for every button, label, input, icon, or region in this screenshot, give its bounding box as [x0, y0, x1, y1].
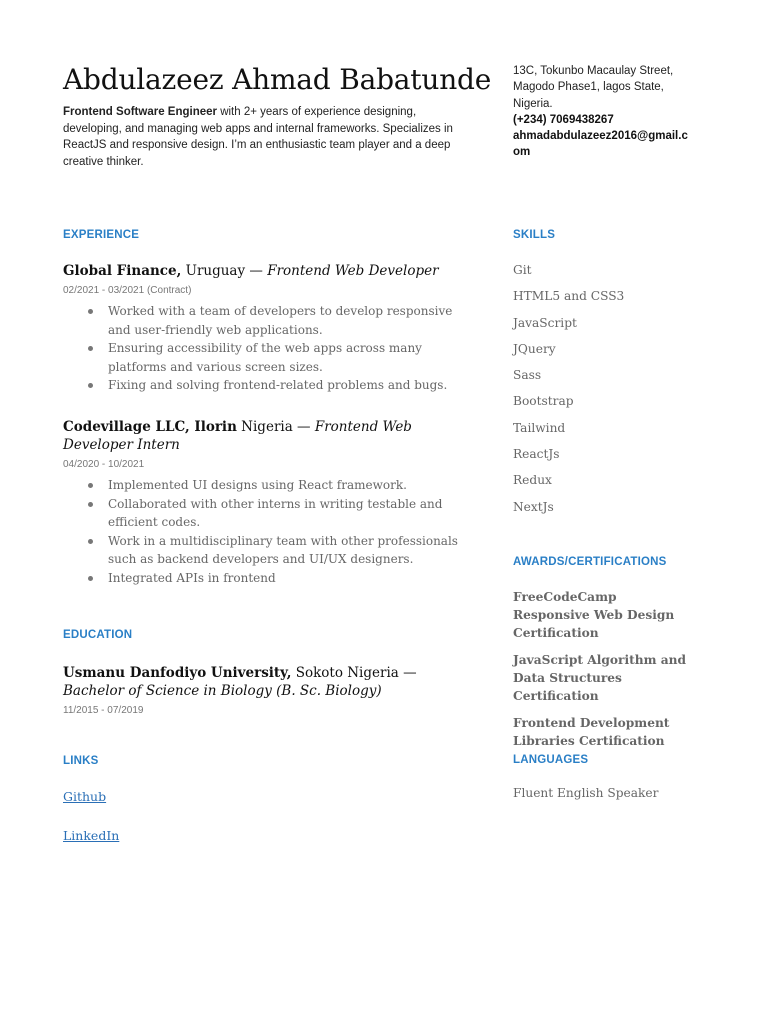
job-bullet: Ensuring accessibility of the web apps across many platforms and various screen sizes.: [63, 339, 478, 376]
job-bullets: [63, 302, 478, 395]
skill-item: JavaScript: [513, 315, 577, 330]
job-date: 04/2020 - 10/2021: [63, 459, 145, 470]
skill-item: ReactJs: [513, 447, 560, 462]
job-company: Codevillage LLC, Ilorin: [63, 419, 237, 435]
job-date: 02/2021 - 03/2021 (Contract): [63, 285, 192, 296]
job-bullets: [63, 476, 478, 587]
job-bullet: Worked with a team of developers to develop responsive and user-friendly web applications.: [63, 302, 478, 339]
job-entry: [63, 418, 478, 587]
job-bullet: Implemented UI designs using React framework.: [63, 476, 478, 495]
award-item: JavaScript Algorithm and Data Structures Certification: [513, 653, 687, 703]
full-name: Abdulazeez Ahmad Babatunde: [63, 63, 492, 96]
skill-item: Redux: [513, 473, 552, 488]
experience-heading: EXPERIENCE: [63, 229, 140, 241]
skill-item: NextJs: [513, 499, 554, 514]
phone: (+234) 7069438267: [513, 113, 614, 126]
skill-item: JQuery: [513, 341, 556, 356]
school-name: Usmanu Danfodiyo University,: [63, 665, 292, 681]
job-role: Frontend Web Developer Intern: [63, 419, 412, 453]
education-heading: EDUCATION: [63, 629, 133, 641]
awards-heading: AWARDS/CERTIFICATIONS: [513, 556, 667, 568]
job-role: Frontend Web Developer: [267, 263, 439, 279]
github-link[interactable]: Github: [63, 789, 107, 804]
awards-list: [513, 588, 688, 759]
skills-list: [513, 260, 624, 523]
professional-summary: [63, 104, 475, 170]
summary-title: Frontend Software Engineer: [63, 106, 217, 118]
job-location: Nigeria —: [236, 419, 315, 435]
education-entry: [63, 664, 478, 718]
languages-heading: LANGUAGES: [513, 754, 589, 766]
contact-block: [513, 63, 688, 161]
job-header: [63, 262, 478, 280]
education-header: [63, 664, 478, 700]
job-entry: [63, 262, 478, 395]
school-location: Sokoto Nigeria —: [291, 665, 417, 681]
job-location: Uruguay —: [181, 263, 268, 279]
skills-heading: SKILLS: [513, 229, 556, 241]
address: 13C, Tokunbo Macaulay Street, Magodo Phase1, lagos State, Nigeria.: [513, 65, 674, 110]
skill-item: Tailwind: [513, 420, 566, 435]
summary-text: with 2+ years of experience designing, developing, and managing web apps and internal frameworks. Specializes in ReactJS and responsive design. I’m an enthusiastic team player and a deep creative thinker.: [63, 106, 453, 168]
education-date: 11/2015 - 07/2019: [63, 705, 144, 716]
language-item: Fluent English Speaker: [513, 786, 659, 800]
links-heading: LINKS: [63, 755, 99, 767]
job-company: Global Finance,: [63, 263, 182, 279]
skill-item: Sass: [513, 368, 542, 383]
skill-item: HTML5 and CSS3: [513, 289, 625, 304]
award-item: FreeCodeCamp Responsive Web Design Certification: [513, 590, 675, 640]
email: ahmadabdulazeez2016@gmail.com: [513, 130, 688, 159]
job-header: [63, 418, 478, 454]
job-bullet: Work in a multidisciplinary team with other professionals such as backend developers and UI/UX designers.: [63, 532, 478, 569]
award-item: Frontend Development Libraries Certification: [513, 716, 670, 748]
skill-item: Bootstrap: [513, 394, 574, 409]
linkedin-link[interactable]: LinkedIn: [63, 828, 120, 843]
degree: Bachelor of Science in Biology (B. Sc. Biology): [63, 683, 382, 699]
job-bullet: Fixing and solving frontend-related problems and bugs.: [63, 376, 478, 395]
job-bullet: Collaborated with other interns in writing testable and efficient codes.: [63, 495, 478, 532]
job-bullet: Integrated APIs in frontend: [63, 569, 478, 588]
skill-item: Git: [513, 263, 532, 277]
